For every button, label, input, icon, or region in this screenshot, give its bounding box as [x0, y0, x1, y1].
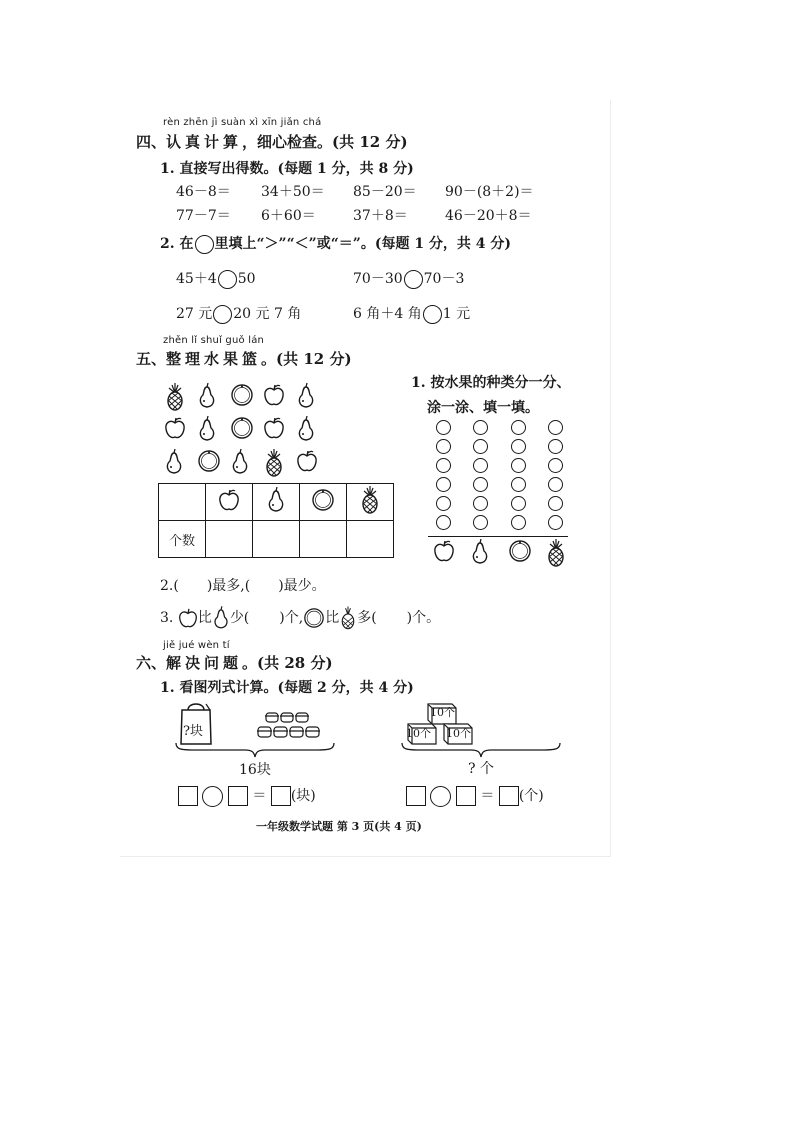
pear-icon	[197, 383, 217, 409]
equation: 46－20＋8＝	[445, 208, 532, 224]
chart-circle[interactable]	[436, 458, 451, 473]
apple-icon	[263, 416, 285, 440]
section4-title: 四、认真计算，细心检查。(共 12 分)	[136, 133, 408, 151]
apple-icon	[296, 449, 318, 473]
table-row	[159, 521, 394, 558]
orange-icon	[303, 607, 325, 629]
pear-icon	[296, 416, 316, 442]
pineapple-icon	[359, 486, 381, 514]
answer-circle[interactable]	[213, 305, 232, 324]
right-total-label: ? 个	[468, 761, 494, 777]
orange-icon	[230, 383, 254, 407]
bread-pile-icon	[256, 710, 330, 744]
section5-title: 五、整理水果篮。(共 12 分)	[136, 350, 352, 368]
apple-icon	[263, 383, 285, 407]
answer-box[interactable]	[456, 786, 476, 806]
section5-q1-line2: 涂一涂、填一填。	[427, 400, 539, 416]
pineapple-icon	[545, 539, 567, 567]
left-answer-row: ＝ (块)	[178, 785, 316, 807]
chart-circle[interactable]	[473, 477, 488, 492]
right-answer-row: ＝ (个)	[406, 785, 544, 807]
compare-item: 70－30 70－3	[353, 271, 465, 287]
orange-icon	[311, 488, 335, 512]
answer-box[interactable]	[178, 786, 198, 806]
pineapple-icon	[164, 383, 186, 411]
answer-circle[interactable]	[218, 270, 237, 289]
section6-title: 六、解决问题。(共 28 分)	[136, 654, 333, 672]
answer-circle[interactable]	[423, 305, 442, 324]
chart-circle[interactable]	[511, 420, 526, 435]
table-corner-cell	[159, 484, 206, 521]
answer-box[interactable]	[271, 786, 291, 806]
chart-circle[interactable]	[511, 496, 526, 511]
table-header-orange	[300, 484, 347, 521]
compare-item: 45＋4 50	[176, 271, 256, 287]
left-total-label: 16块	[239, 762, 271, 778]
chart-circle[interactable]	[548, 496, 563, 511]
pear-icon	[230, 449, 250, 475]
pineapple-icon	[263, 449, 285, 477]
chart-circle[interactable]	[548, 515, 563, 530]
chart-circle[interactable]	[548, 477, 563, 492]
section5-pinyin: zhěn lǐ shuǐ guǒ lán	[163, 335, 265, 346]
count-cell-apple[interactable]	[206, 521, 253, 558]
table-row	[159, 484, 394, 521]
chart-circle[interactable]	[511, 515, 526, 530]
chart-circle[interactable]	[473, 496, 488, 511]
table-row-label: 个数	[159, 521, 206, 558]
section4-q2-label: 2. 在 里填上“＞”“＜”或“＝”。(每题 1 分，共 4 分)	[160, 236, 512, 252]
chart-circle[interactable]	[548, 439, 563, 454]
apple-icon	[218, 488, 240, 512]
total-brace-icon	[174, 741, 336, 759]
pear-icon	[470, 539, 490, 565]
chart-circle[interactable]	[511, 458, 526, 473]
operator-circle[interactable]	[202, 786, 223, 807]
fruit-count-table	[158, 483, 394, 558]
equation: 85－20＝	[353, 184, 417, 200]
chart-circle[interactable]	[511, 439, 526, 454]
section5-q3: 3. 比 少( )个, 比 多( )个。	[160, 605, 440, 631]
box-label: 10个	[446, 727, 471, 740]
operator-circle[interactable]	[430, 786, 451, 807]
answer-box[interactable]	[406, 786, 426, 806]
section5-q1-line1: 1. 按水果的种类分一分、	[411, 375, 571, 391]
section6-pinyin: jiě jué wèn tí	[163, 640, 230, 651]
pear-icon	[212, 606, 230, 630]
total-brace-icon	[400, 741, 562, 759]
answer-box[interactable]	[499, 786, 519, 806]
orange-icon	[230, 416, 254, 440]
page-footer: 一年级数学试题 第 3 页(共 4 页)	[256, 820, 422, 833]
chart-circle[interactable]	[436, 496, 451, 511]
count-cell-orange[interactable]	[300, 521, 347, 558]
chart-circle[interactable]	[436, 420, 451, 435]
equation: 37＋8＝	[353, 208, 408, 224]
chart-circle[interactable]	[436, 439, 451, 454]
orange-icon	[508, 539, 532, 563]
chart-circle[interactable]	[436, 515, 451, 530]
chart-circle[interactable]	[436, 477, 451, 492]
answer-circle[interactable]	[404, 270, 423, 289]
compare-circle-icon	[195, 235, 214, 254]
pear-icon	[197, 416, 217, 442]
chart-circle[interactable]	[473, 458, 488, 473]
equation: 77－7＝	[176, 208, 231, 224]
count-cell-pear[interactable]	[253, 521, 300, 558]
compare-item: 27 元 20 元 7 角	[176, 306, 302, 322]
equation: 90－(8＋2)＝	[445, 184, 534, 200]
count-cell-pineapple[interactable]	[347, 521, 394, 558]
apple-icon	[178, 607, 198, 629]
box-label: 10个	[430, 706, 455, 719]
equation: 34＋50＝	[261, 184, 325, 200]
table-header-pineapple	[347, 484, 394, 521]
compare-item: 6 角＋4 角 1 元	[353, 306, 471, 322]
section4-q1-label: 1. 直接写出得数。(每题 1 分，共 8 分)	[160, 161, 414, 177]
pear-icon	[164, 449, 184, 475]
box-label: 10个	[406, 727, 431, 740]
pear-icon	[296, 383, 316, 409]
chart-circle[interactable]	[511, 477, 526, 492]
section4-pinyin: rèn zhēn jì suàn xì xīn jiǎn chá	[163, 117, 322, 128]
equation: 46－8＝	[176, 184, 231, 200]
pear-icon	[266, 487, 286, 513]
equation: 6＋60＝	[261, 208, 316, 224]
section6-q1-label: 1. 看图列式计算。(每题 2 分，共 4 分)	[160, 680, 414, 696]
table-header-apple	[206, 484, 253, 521]
chart-circle[interactable]	[473, 420, 488, 435]
chart-circle[interactable]	[473, 439, 488, 454]
section5-q2: 2.( )最多,( )最少。	[160, 578, 326, 594]
chart-circle[interactable]	[548, 458, 563, 473]
apple-icon	[164, 416, 186, 440]
bag-label: ?块	[183, 724, 203, 739]
pineapple-icon	[339, 605, 357, 631]
table-header-pear	[253, 484, 300, 521]
chart-circle[interactable]	[473, 515, 488, 530]
orange-icon	[197, 449, 221, 473]
chart-circle[interactable]	[548, 420, 563, 435]
apple-icon	[433, 539, 455, 563]
answer-box[interactable]	[228, 786, 248, 806]
chart-baseline	[428, 536, 568, 537]
